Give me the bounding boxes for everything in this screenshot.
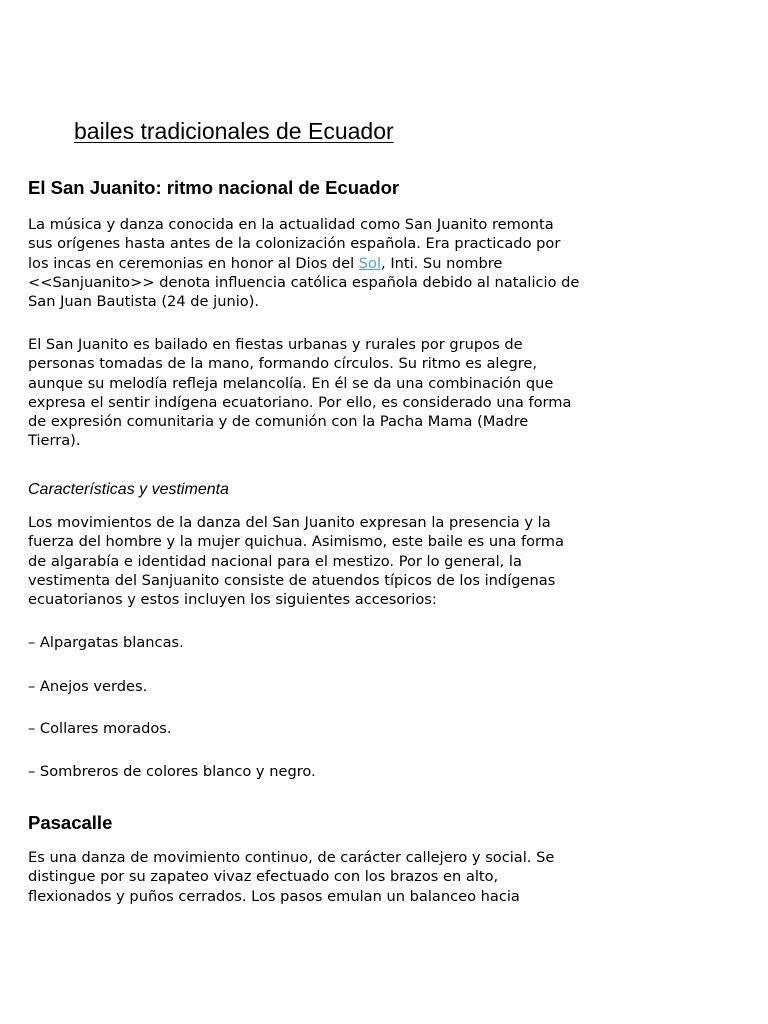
text-line: ecuatorianos y estos incluyen los siguientes accesorios: — [28, 591, 437, 609]
section-heading-pasacalle: Pasacalle — [28, 812, 113, 833]
text-line: Los movimientos de la danza del San Juanito expresan la presencia y la — [28, 514, 551, 531]
sol-link[interactable]: Sol — [358, 254, 382, 272]
text-fragment: , Inti. Su nombre — [381, 254, 503, 272]
accessory-item: – Alpargatas blancas. — [28, 634, 184, 651]
text-line: distingue por su zapateo vivaz efectuado con los brazos en alto, — [28, 868, 499, 886]
text-line: fuerza del hombre y la mujer quichua. Asimismo, este baile es una forma — [28, 533, 564, 551]
section-heading-san-juanito: El San Juanito: ritmo nacional de Ecuador — [28, 177, 400, 198]
subsection-heading-caracteristicas: Características y vestimenta — [28, 481, 229, 498]
text-fragment: los incas en ceremonias en honor al Dios del — [28, 254, 359, 272]
paragraph-pasacalle — [28, 848, 748, 906]
text-line: La música y danza conocida en la actualidad como San Juanito remonta — [28, 216, 554, 233]
text-line: sus orígenes hasta antes de la colonización española. Era practicado por — [28, 235, 561, 253]
text-line: vestimenta del Sanjuanito consiste de atuendos típicos de los indígenas — [28, 571, 556, 589]
text-line: expresa el sentir indígena ecuatoriano. Por ello, es considerado una forma — [28, 393, 572, 411]
text-line: personas tomadas de la mano, formando círculos. Su ritmo es alegre, — [28, 355, 538, 373]
text-line: aunque su melodía refleja melancolía. En él se da una combinación que — [28, 374, 554, 392]
text-line: El San Juanito es bailado en fiestas urbanas y rurales por grupos de — [28, 336, 523, 353]
text-line: de algarabía e identidad nacional para el mestizo. Por lo general, la — [28, 552, 522, 570]
paragraph-origins — [28, 215, 748, 311]
text-line: <<Sanjuanito>> denota influencia católica española debido al natalicio de — [28, 273, 580, 291]
text-line: de expresión comunitaria y de comunión con la Pacha Mama (Madre — [28, 413, 529, 431]
text-line: Es una danza de movimiento continuo, de carácter callejero y social. Se — [28, 849, 555, 866]
paragraph-vestimenta — [28, 513, 748, 609]
paragraph-description — [28, 335, 748, 451]
document-title: bailes tradicionales de Ecuador — [74, 118, 394, 144]
accessory-item: – Anejos verdes. — [28, 678, 148, 695]
accessory-item: – Collares morados. — [28, 720, 172, 737]
text-line: flexionados y puños cerrados. Los pasos emulan un balanceo hacia — [28, 887, 520, 905]
accessory-item: – Sombreros de colores blanco y negro. — [28, 763, 316, 780]
text-line: San Juan Bautista (24 de junio). — [28, 293, 260, 311]
text-line: Tierra). — [28, 432, 81, 450]
text-line — [28, 254, 748, 273]
